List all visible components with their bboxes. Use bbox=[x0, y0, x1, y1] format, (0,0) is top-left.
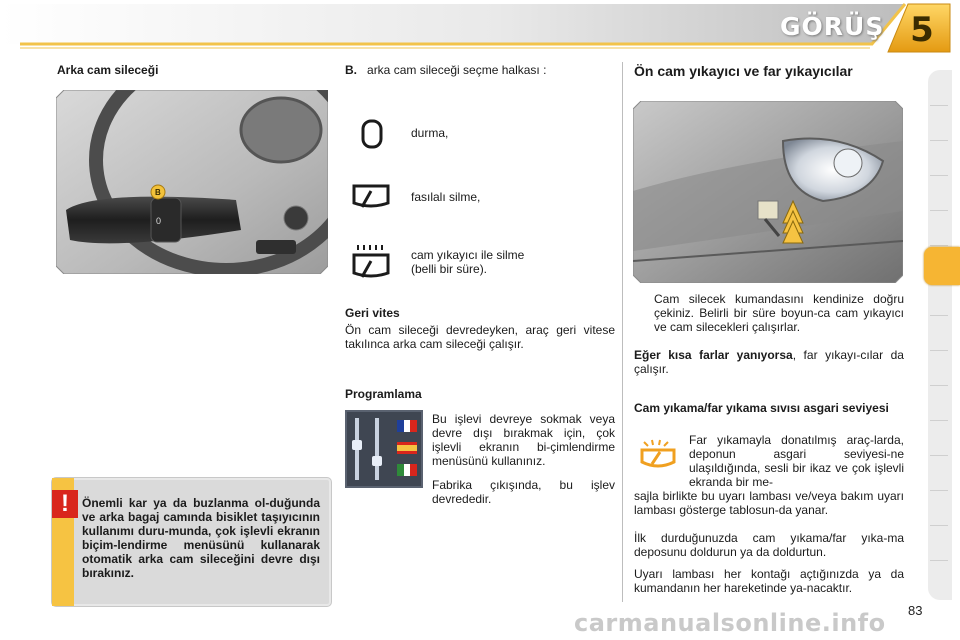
option-label: cam yıkayıcı ile silme (belli bir süre). bbox=[411, 248, 525, 276]
tab-divider bbox=[930, 105, 948, 106]
headlight-washer-illustration bbox=[633, 101, 903, 283]
wiper-wash-icon bbox=[352, 243, 390, 283]
page-number: 83 bbox=[908, 603, 923, 618]
tab-divider bbox=[930, 525, 948, 526]
programming-heading: Programlama bbox=[345, 387, 422, 401]
warning-text: Önemli kar ya da buzlanma ol-duğunda ve arka bagaj camında bisiklet taşıyıcının kullanımı duru-munda, çok işlevli ekranın biçim-lendirme menüsünü kullanarak otomatik arka cam sileceğini devre dışı bırakınız. bbox=[82, 496, 320, 580]
reverse-gear-heading: Geri vites bbox=[345, 306, 400, 320]
tab-divider bbox=[930, 315, 948, 316]
selector-intro-text: arka cam sileceği seçme halkası : bbox=[367, 63, 547, 77]
tab-divider bbox=[930, 210, 948, 211]
washer-instruction: Cam silecek kumandasını kendinize doğru çekiniz. Belirli bir süre boyun-ca cam yıkayıcı ve cam silecekleri çalışırlar. bbox=[654, 292, 904, 334]
programming-text-2: Fabrika çıkışında, bu işlev devrededir. bbox=[432, 478, 615, 506]
refill-text: İlk durduğunuzda cam yıkama/far yıka-ma deposunu doldurun ya da doldurtun. bbox=[634, 531, 904, 559]
multifunction-display-illustration bbox=[345, 410, 423, 488]
washer-fluid-warning-icon bbox=[638, 438, 678, 472]
option-label: durma, bbox=[411, 126, 449, 140]
washer-heading: Ön cam yıkayıcı ve far yıkayıcılar bbox=[634, 63, 853, 79]
wiper-intermittent-icon bbox=[352, 183, 390, 213]
tab-divider bbox=[930, 385, 948, 386]
selector-letter: B. bbox=[345, 63, 357, 77]
watermark: carmanualsonline.info bbox=[574, 609, 886, 637]
headlight-note-rest: , far yıkayı-cılar da çalışır. bbox=[634, 348, 904, 376]
headlight-note-bold: Eğer kısa farlar yanıyorsa bbox=[634, 348, 793, 362]
chapter-number: 5 bbox=[910, 10, 934, 50]
steering-column-illustration bbox=[56, 90, 328, 274]
tab-divider bbox=[930, 350, 948, 351]
wiper-off-icon bbox=[360, 118, 384, 150]
tab-divider bbox=[930, 490, 948, 491]
headlight-washer-note bbox=[634, 348, 904, 376]
chapter-tab-strip bbox=[928, 70, 952, 600]
tab-divider bbox=[930, 245, 948, 246]
selector-intro bbox=[345, 63, 546, 77]
warning-icon: ! bbox=[52, 490, 78, 518]
fluid-level-text-full: sajla birlikte bu uyarı lambası ve/veya bakım uyarı lambası gösterge tablosun-da yanar. bbox=[634, 489, 904, 517]
page-title: GÖRÜŞ bbox=[780, 12, 885, 41]
tab-divider bbox=[930, 560, 948, 561]
fluid-level-text-wrap: Far yıkamayla donatılmış araç-larda, deponun asgari seviyesi-ne ulaşıldığında, sesli bir ikaz ve çok işlevli ekranda bir me- bbox=[689, 433, 904, 489]
reverse-gear-text: Ön cam sileceği devredeyken, araç geri vitese takılınca arka cam sileceği çalışır. bbox=[345, 323, 615, 351]
programming-text-1: Bu işlevi devreye sokmak veya devre dışı bırakmak için, çok işlevli ekranın bi-çimlendirme menüsünü kullanınız. bbox=[432, 412, 615, 468]
tab-divider bbox=[930, 140, 948, 141]
svg-text:0: 0 bbox=[156, 216, 162, 226]
rear-wiper-heading: Arka cam sileceği bbox=[57, 63, 159, 77]
callout-b-label: B bbox=[155, 188, 161, 197]
warning-lamp-text: Uyarı lambası her kontağı açtığınızda ya da kumandanın her hareketinde ya-nacaktır. bbox=[634, 567, 904, 595]
chapter-tab-active[interactable] bbox=[924, 247, 960, 285]
tab-divider bbox=[930, 420, 948, 421]
column-divider bbox=[622, 62, 623, 602]
fluid-level-heading: Cam yıkama/far yıkama sıvısı asgari seviyesi bbox=[634, 401, 889, 415]
option-label: fasılalı silme, bbox=[411, 190, 481, 204]
tab-divider bbox=[930, 455, 948, 456]
tab-divider bbox=[930, 175, 948, 176]
